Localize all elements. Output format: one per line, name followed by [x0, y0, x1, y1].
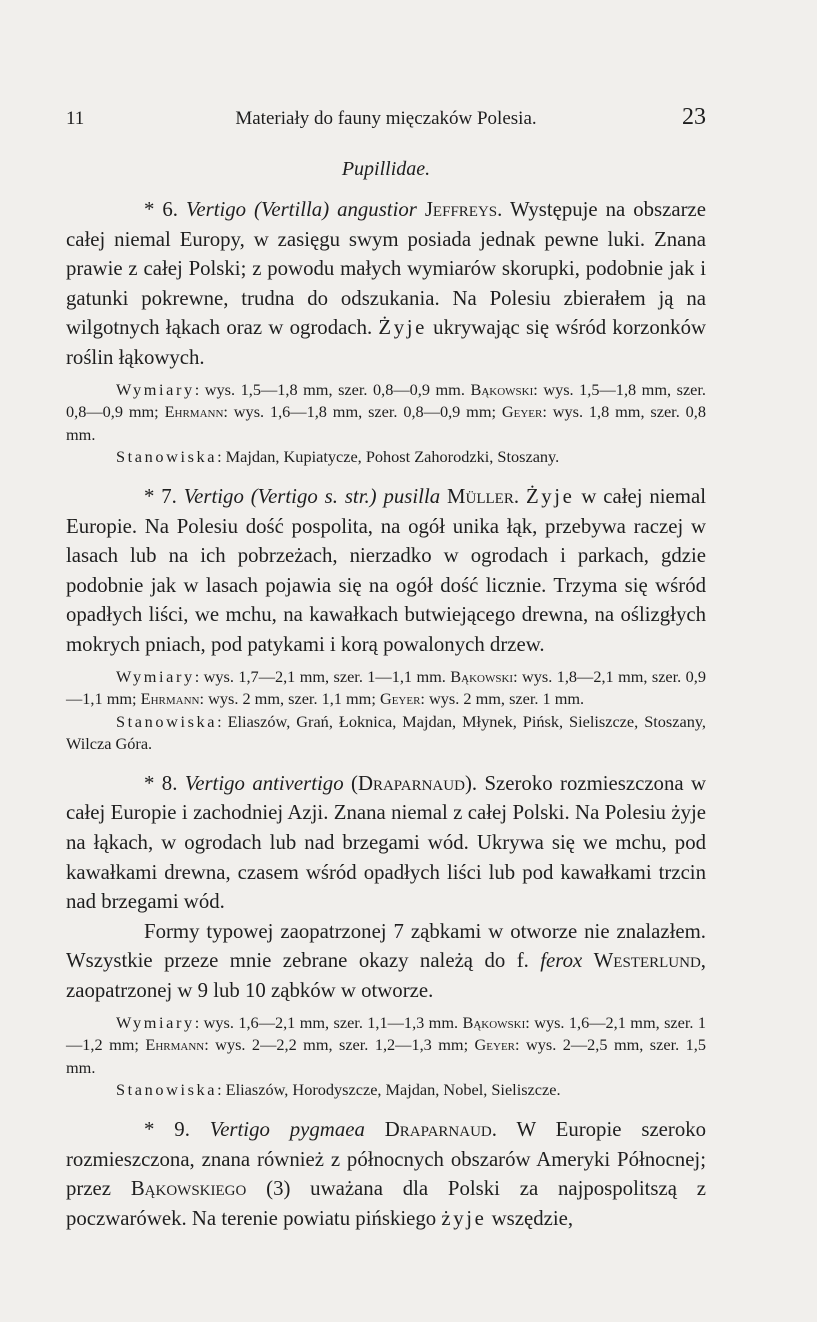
- localities-text: : Majdan, Kupiatycze, Pohost Zahorodzki, Stoszany.: [217, 447, 560, 467]
- running-title: Materiały do fauny mięczaków Polesia.: [235, 108, 537, 129]
- lives-label: żyje: [441, 1206, 487, 1230]
- species-text: . W Europie szeroko rozmieszczona, znana również z północnych obszarów Ameryki Północnej; przez: [66, 1118, 707, 1201]
- species-epithet: antivertigo: [252, 771, 344, 795]
- reference-author: Bąkowskiego: [130, 1177, 247, 1201]
- lives-text: ukrywając się wśród korzonków roślin łąkowych.: [66, 316, 706, 369]
- localities-text: : Eliaszów, Horodyszcze, Majdan, Nobel, Sieliszcze.: [217, 1080, 561, 1100]
- section-title: Pupillidae.: [341, 158, 431, 180]
- species-genus: Vertigo: [209, 1118, 270, 1141]
- species-8-localities: [66, 1079, 706, 1102]
- running-header: [66, 104, 706, 138]
- measurement-text: : wys. 1,8—2,1 mm, szer. 0,9—1,1 mm;: [66, 666, 707, 709]
- measurement-text: : wys. 1,6—1,8 mm, szer. 0,8—0,9 mm;: [223, 402, 502, 422]
- issue-number: 11: [66, 108, 85, 129]
- species-6-measurements: [66, 379, 706, 447]
- species-genus: Vertigo: [184, 771, 245, 795]
- species-author: Draparnaud: [357, 771, 465, 795]
- species-subgenus: (Vertigo s. str.): [250, 484, 377, 508]
- species-text-2: (3) uważana dla Polski za najpospolitszą z poczwarówek. Na terenie powiatu pińskiego: [66, 1177, 706, 1230]
- species-author: Jeffreys: [424, 198, 498, 221]
- species-genus: Vertigo: [183, 484, 244, 508]
- localities-label: Stanowiska: [116, 447, 218, 467]
- species-8-measurements: [66, 1012, 706, 1080]
- measurements-label: Wymiary: [116, 666, 195, 686]
- species-marker: * 7.: [144, 484, 177, 508]
- species-epithet: pygmaea: [289, 1118, 365, 1141]
- measurement-own: : wys. 1,7—2,1 mm, szer. 1—1,1 mm.: [194, 666, 451, 686]
- forms-author: Westerlund: [593, 949, 701, 973]
- measurement-source: Bąkowski: [450, 666, 514, 686]
- measurement-source: Geyer: [474, 1035, 516, 1055]
- measurement-text: : wys. 1,8 mm, szer. 0,8 mm.: [66, 402, 706, 444]
- measurement-own: : wys. 1,5—1,8 mm, szer. 0,8—0,9 mm.: [194, 379, 471, 399]
- author-open: (: [343, 771, 358, 795]
- species-8-forms: [66, 917, 706, 1006]
- measurement-source: Bąkowski: [470, 379, 534, 399]
- localities-label: Stanowiska: [116, 1080, 218, 1100]
- measurement-text: : wys. 1,6—2,1 mm, szer. 1—1,2 mm;: [66, 1012, 706, 1055]
- species-6-description: [66, 195, 706, 373]
- lives-label: Żyje: [378, 316, 427, 340]
- lives-label: Żyje: [525, 484, 575, 508]
- measurement-source: Ehrmann: [145, 1035, 205, 1055]
- species-author: Müller: [447, 484, 514, 508]
- measurements-label: Wymiary: [116, 1012, 195, 1032]
- measurement-text: : wys. 2—2,2 mm, szer. 1,2—1,3 mm;: [204, 1035, 475, 1055]
- measurement-source: Geyer: [501, 402, 543, 422]
- measurements-label: Wymiary: [116, 379, 195, 399]
- forms-name: ferox: [540, 949, 583, 973]
- measurement-source: Ehrmann: [164, 402, 224, 422]
- measurement-text: : wys. 2 mm, szer. 1 mm.: [420, 689, 585, 709]
- species-9-description: [66, 1115, 706, 1233]
- forms-text: Formy typowej zaopatrzonej 7 ząbkami w otworze nie znalazłem. Wszystkie przeze mnie zebrane okazy należą do f.: [66, 919, 706, 973]
- measurement-own: : wys. 1,6—2,1 mm, szer. 1,1—1,3 mm.: [194, 1012, 463, 1032]
- measurement-text: : wys. 2—2,5 mm, szer. 1,5 mm.: [66, 1035, 706, 1077]
- localities-text: : Eliaszów, Grań, Łoknica, Majdan, Młynek, Pińsk, Sieliszcze, Stoszany, Wilcza Góra.: [66, 711, 706, 754]
- species-genus: Vertigo: [185, 198, 247, 221]
- measurement-text: : wys. 1,5—1,8 mm, szer. 0,8—0,9 mm;: [66, 379, 707, 422]
- species-subgenus: (Vertilla): [254, 198, 330, 221]
- page-number: 23: [682, 104, 706, 130]
- species-marker: * 8.: [144, 771, 178, 795]
- measurement-text: : wys. 2 mm, szer. 1,1 mm;: [199, 689, 380, 709]
- species-text: . Występuje na obszarze całej niemal Europy, w zasięgu swym posiada jednak pewne luki. Znana prawie z całej Polski; z powodu małych wymiarów skorupki, podobnie jak i gatunki pokrewne, trudna do odszukania. Na Polesiu zbierałem ją na wilgotnych łąkach oraz w ogrodach.: [66, 198, 706, 340]
- measurement-source: Bąkowski: [462, 1012, 526, 1032]
- localities-label: Stanowiska: [116, 711, 218, 731]
- species-text-3: wszędzie,: [486, 1206, 574, 1230]
- article-body: [66, 195, 706, 1233]
- measurement-source: Geyer: [379, 689, 421, 709]
- species-marker: * 9.: [144, 1118, 190, 1141]
- species-text: w całej niemal Europie. Na Polesiu dość pospolita, na ogół unika łąk, przebywa raczej w lasach lub na ich pobrzeżach, nierzadko w ogrodach i parkach, gdzie podobnie jak w lasach pojawia się na ogół dość licznie. Trzyma się wśród opadłych liści, we mchu, na kawałkach butwiejącego drewna, na oślizgłych mokrych pniach, pod patykami i korą powalonych drzew.: [66, 484, 706, 656]
- author-close: ): [464, 771, 472, 795]
- species-8-description: [66, 769, 706, 917]
- species-marker: * 6.: [144, 198, 178, 221]
- species-7-localities: [66, 711, 706, 756]
- species-7-measurements: [66, 666, 706, 711]
- species-epithet: pusilla: [383, 484, 441, 508]
- forms-tail: , zaopatrzonej w 9 lub 10 ząbków w otworze.: [66, 949, 706, 1003]
- species-7-description: * 7. Vertigo (Vertigo s. str.) pusilla Müller. Żyje w całej niemal Europie. Na Polesiu dość pospolita, na ogół unika łąk, przebywa raczej w lasach lub na ich pobrzeżach, nierzadko w ogrodach i parkach, gdzie podobnie jak w lasach pojawia się na ogół dość licznie. Trzyma się wśród opadłych liści, we mchu, na kawałkach butwiejącego drewna, na oślizgłych mokrych pniach, pod patykami i korą powalonych drzew.: [66, 484, 706, 656]
- species-6-localities: [66, 446, 706, 469]
- species-text: . Szeroko rozmieszczona w całej Europie i zachodniej Azji. Znana niemal z całej Polski. Na Polesiu żyje na łąkach, w ogrodach lub nad brzegami wód. Ukrywa się we mchu, pod kawałkami drewna, czasem wśród opadłych liści lub pod kawałkami trzcin nad brzegami wód.: [66, 771, 707, 914]
- species-author: Draparnaud: [384, 1118, 492, 1141]
- measurement-source: Ehrmann: [140, 689, 200, 709]
- species-epithet: angustior: [337, 198, 417, 221]
